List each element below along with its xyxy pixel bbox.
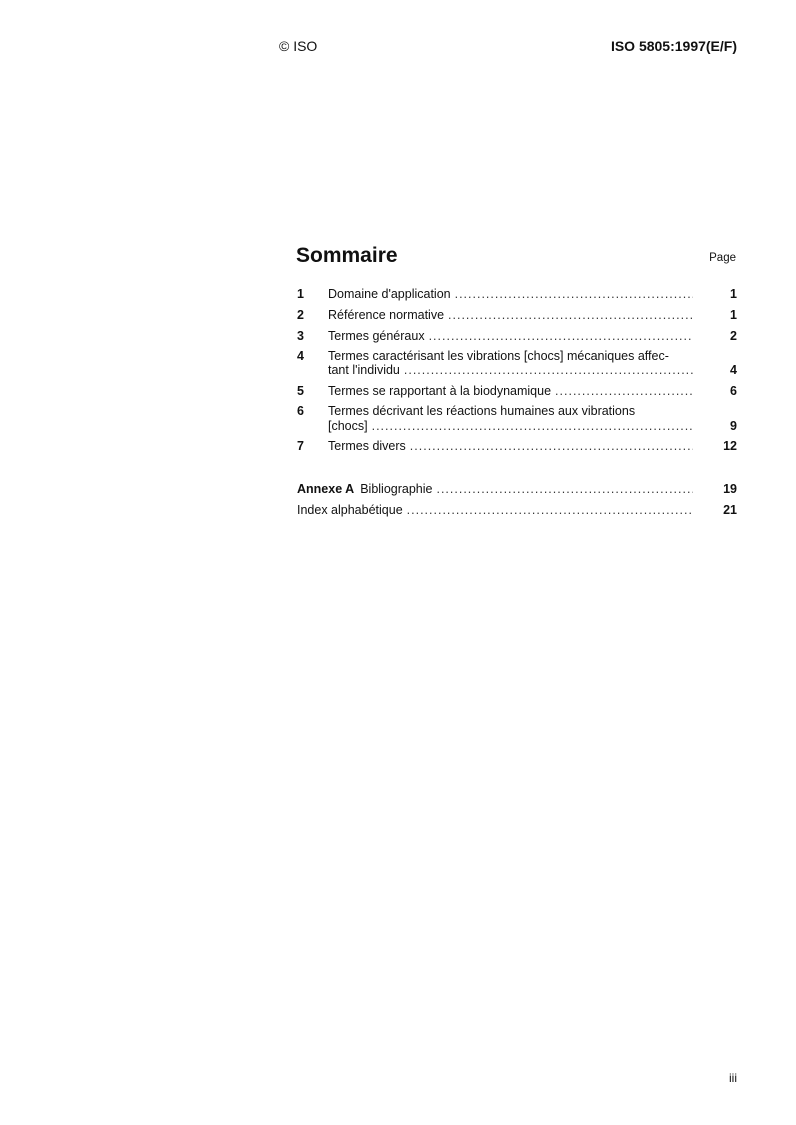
leader-dots	[410, 440, 693, 454]
toc-entry-page: 6	[730, 384, 737, 398]
leader-dots	[455, 288, 693, 302]
toc-entry-title: Termes caractérisant les vibrations [chocs] mécaniques affec-	[328, 349, 669, 363]
page-number: iii	[729, 1071, 737, 1085]
leader-dots	[407, 504, 693, 518]
toc-entry-page: 2	[730, 329, 737, 343]
index-title: Index alphabétique	[297, 503, 403, 517]
toc-entry-title: Termes décrivant les réactions humaines aux vibrations	[328, 404, 636, 418]
toc-entry-number: 7	[297, 439, 304, 453]
toc-entry-page: 1	[730, 308, 737, 322]
toc-entry-number: 3	[297, 329, 304, 343]
toc-entry-page: 19	[723, 482, 737, 496]
annex-label: Annexe A	[297, 482, 355, 496]
toc-entry-title-cont: tant l'individu	[328, 362, 400, 377]
toc-entry-page: 1	[730, 287, 737, 301]
header-copyright: © ISO	[279, 38, 318, 54]
toc-entry-number: 5	[297, 384, 304, 398]
toc-entry-title: Termes se rapportant à la biodynamique	[328, 384, 552, 398]
toc-entry-number: 6	[297, 404, 304, 418]
toc-entry-number: 1	[297, 287, 304, 301]
toc-entry-title: Domaine d'application	[328, 287, 451, 301]
toc-entry-page: 12	[723, 439, 737, 453]
toc-entry-page: 9	[730, 418, 737, 433]
toc-entry-page: 4	[730, 362, 737, 377]
toc-entry-title: Termes divers	[328, 439, 406, 453]
toc-entry-number: 4	[297, 349, 304, 363]
header-standard-number: ISO 5805:1997(E/F)	[610, 38, 737, 54]
toc-entry-title-cont: [chocs]	[328, 418, 368, 433]
leader-dots	[372, 420, 693, 434]
toc-entry-number: 2	[297, 308, 304, 322]
toc-entry-title: Référence normative	[328, 308, 445, 322]
annex-title: Bibliographie	[360, 482, 433, 496]
leader-dots	[448, 309, 693, 323]
toc-entry-page: 21	[723, 503, 737, 517]
leader-dots	[429, 330, 693, 344]
leader-dots	[436, 483, 693, 497]
page-column-label: Page	[709, 252, 736, 264]
toc-title: Sommaire	[296, 244, 398, 267]
leader-dots	[404, 364, 693, 378]
toc-entry-title: Termes généraux	[328, 329, 425, 343]
leader-dots	[555, 385, 693, 399]
